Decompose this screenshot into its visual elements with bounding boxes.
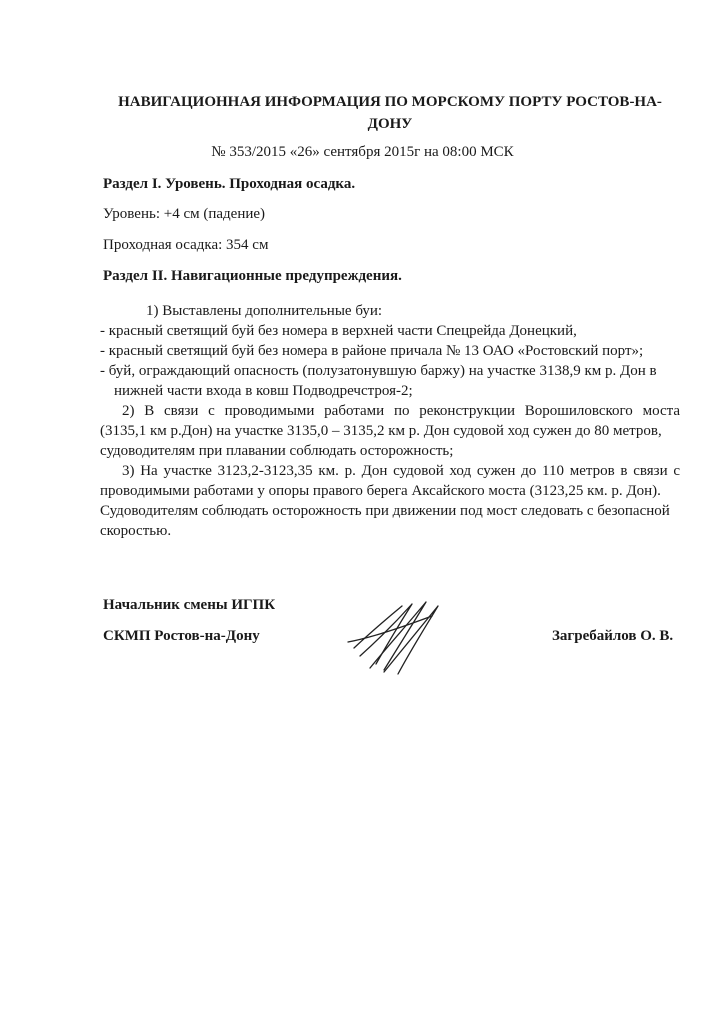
- signatory-position-line2: СКМП Ростов-на-Дону: [103, 628, 260, 644]
- warning-line: 2) В связи с проводимыми работами по реконструкции Ворошиловского моста: [122, 403, 680, 419]
- warning-line: проводимыми работами у опоры правого берега Аксайского моста (3123,25 км. р. Дон).: [100, 483, 661, 499]
- warning-line: судоводителям при плавании соблюдать осторожность;: [100, 443, 454, 459]
- section-2-heading: Раздел II. Навигационные предупреждения.: [103, 268, 402, 284]
- warning-line: скоростью.: [100, 523, 172, 539]
- water-level: Уровень: +4 см (падение): [103, 206, 266, 222]
- warning-line: 3) На участке 3123,2-3123,35 км. р. Дон судовой ход сужен до 110 метров в связи с: [122, 463, 680, 479]
- document-number: № 353/2015 «26» сентября 2015г на 08:00 МСК: [211, 144, 514, 160]
- warning-line: нижней части входа в ковш Подводречстроя-2;: [114, 383, 413, 399]
- signatory-name: Загребайлов О. В.: [552, 628, 674, 644]
- passage-draft: Проходная осадка: 354 см: [103, 237, 269, 253]
- warning-line: Судоводителям соблюдать осторожность при движении под мост следовать с безопасной: [100, 503, 670, 519]
- navigation-warnings: [100, 301, 680, 541]
- signatory-position-line1: Начальник смены ИГПК: [103, 597, 276, 613]
- warning-line: 1) Выставлены дополнительные буи:: [146, 303, 383, 319]
- handwritten-signature: [340, 598, 460, 678]
- section-1-heading: Раздел I. Уровень. Проходная осадка.: [103, 176, 356, 192]
- warning-line: - буй, ограждающий опасность (полузатонувшую баржу) на участке 3138,9 км р. Дон в: [100, 363, 657, 379]
- warning-line: - красный светящий буй без номера в районе причала № 13 ОАО «Ростовский порт»;: [100, 343, 644, 359]
- document-title: НАВИГАЦИОННАЯ ИНФОРМАЦИЯ ПО МОРСКОМУ ПОРТУ РОСТОВ-НА-ДОНУ: [118, 94, 662, 132]
- warning-line: - красный светящий буй без номера в верхней части Спецрейда Донецкий,: [100, 323, 577, 339]
- warning-line: (3135,1 км р.Дон) на участке 3135,0 – 3135,2 км р. Дон судовой ход сужен до 80 метров,: [100, 423, 662, 439]
